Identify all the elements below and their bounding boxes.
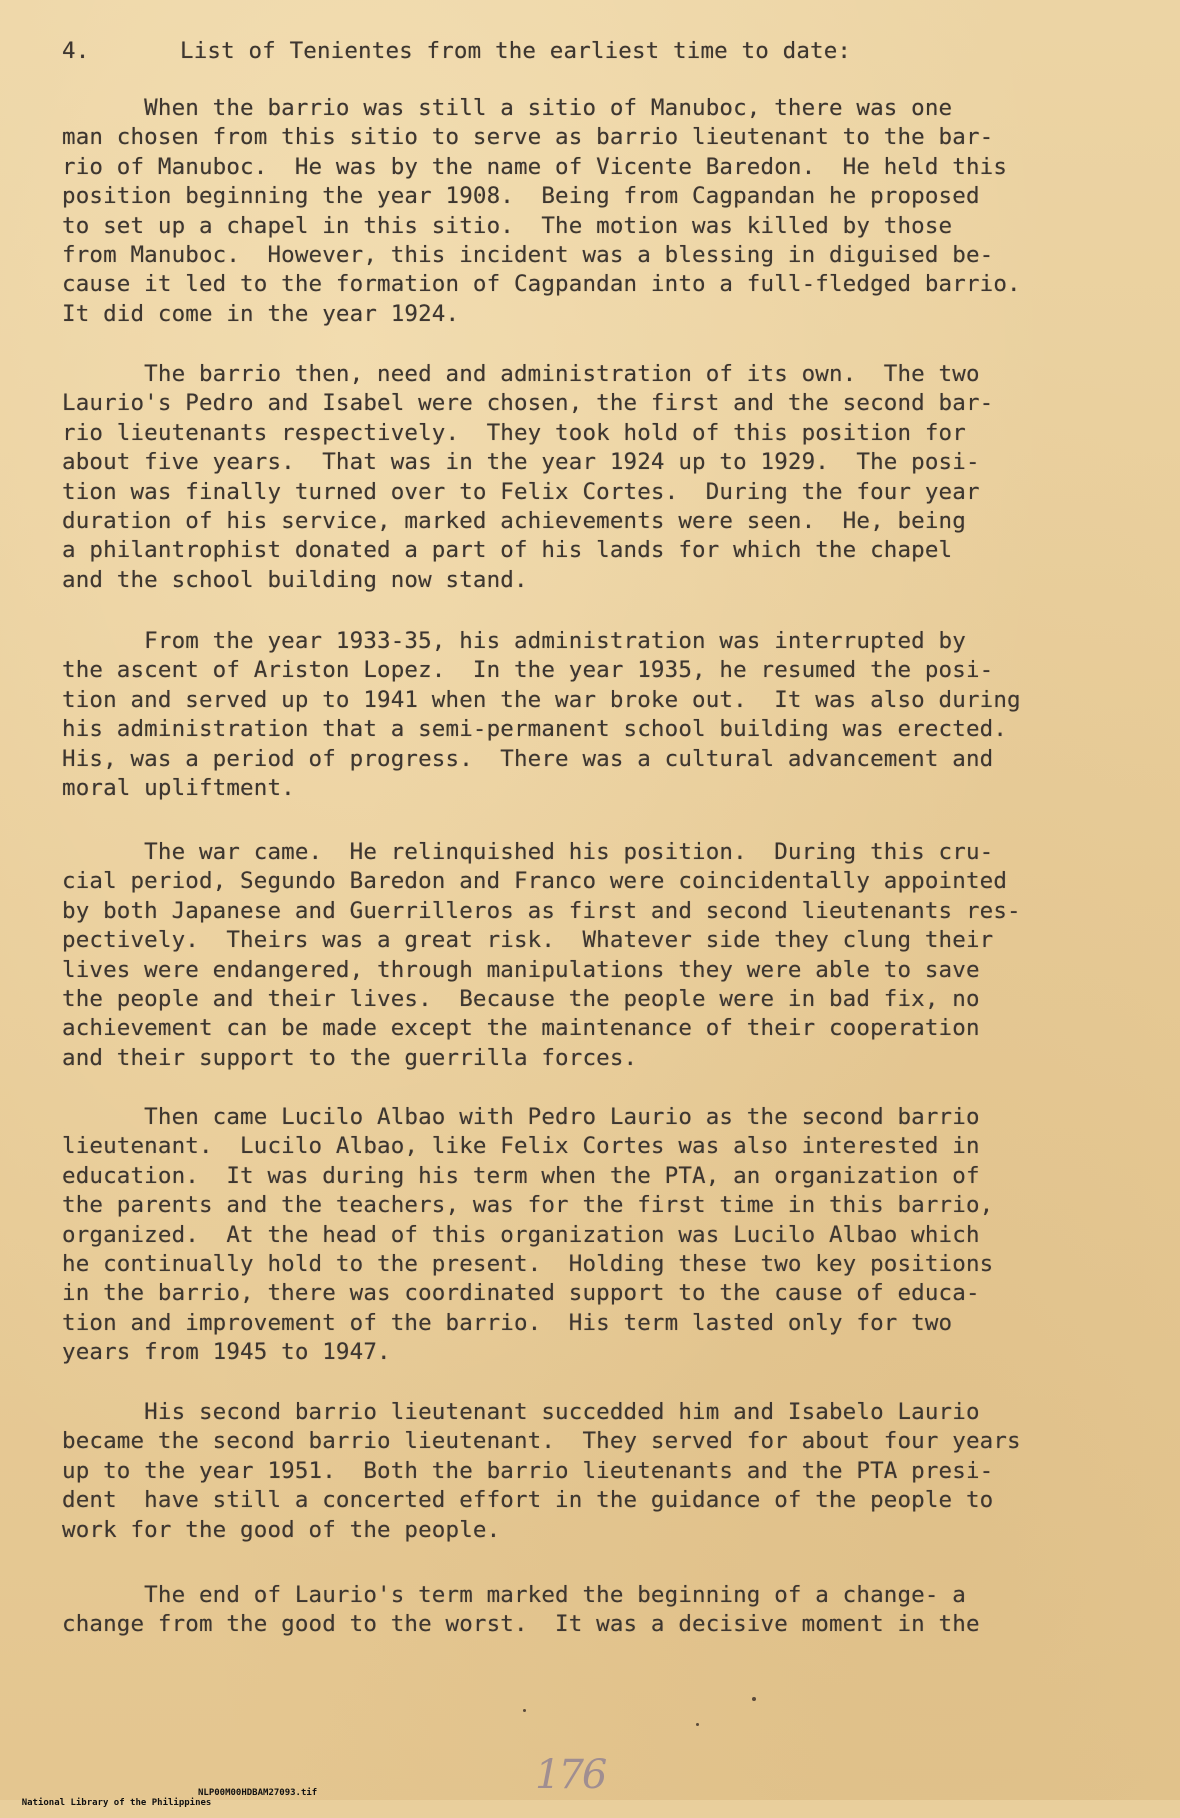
text-line: tion and improvement of the barrio. His term lasted only for two <box>62 1309 953 1336</box>
section-title: List of Tenientes from the earliest time to date: <box>180 38 852 64</box>
text-line: a philantrophist donated a part of his lands for which the chapel <box>62 537 953 564</box>
footer-source: National Library of the Philippines <box>21 1798 212 1808</box>
scan-footer <box>0 1788 318 1818</box>
paragraph <box>62 94 1021 329</box>
text-line: to set up a chapel in this sitio. The motion was killed by those <box>62 212 953 239</box>
text-line: duration of his service, marked achievements were seen. He, being <box>62 507 966 534</box>
text-line: tion was finally turned over to Felix Cortes. During the four year <box>62 478 980 505</box>
ink-speck <box>752 1697 756 1701</box>
text-line: Then came Lucilo Albao with Pedro Laurio as the second barrio <box>62 1104 980 1130</box>
text-line: achievement can be made except the maintenance of their cooperation <box>62 1015 980 1042</box>
text-line: rio lieutenants respectively. They took hold of this position for <box>62 419 966 446</box>
ink-speck <box>696 1723 699 1726</box>
footer-filename: NLP00M00HDBAM27093.tif <box>198 1788 318 1798</box>
text-line: tion and served up to 1941 when the war broke out. It was also during <box>62 686 1021 713</box>
paragraph <box>62 627 1021 803</box>
paragraph <box>62 360 993 595</box>
text-line: from Manuboc. However, this incident was a blessing in diguised be- <box>62 241 994 268</box>
text-line: position beginning the year 1908. Being from Cagpandan he proposed <box>62 183 980 210</box>
text-line: The end of Laurio's term marked the beginning of a change- a <box>62 1582 966 1608</box>
ink-speck <box>523 1709 526 1712</box>
text-line: moral upliftment. <box>62 774 295 801</box>
section-number: 4. <box>62 38 90 64</box>
text-line: organized. At the head of this organization was Lucilo Albao which <box>62 1221 980 1248</box>
text-line: lieutenant. Lucilo Albao, like Felix Cortes was also interested in <box>62 1133 980 1160</box>
text-line: cial period, Segundo Baredon and Franco were coincidentally appointed <box>62 868 1008 895</box>
text-line: From the year 1933-35, his administration was interrupted by <box>62 628 966 654</box>
text-line: and the school building now stand. <box>62 566 528 593</box>
text-line: change from the good to the worst. It was a decisive moment in the <box>62 1611 980 1638</box>
text-line: The war came. He relinquished his position. During this cru- <box>62 839 994 865</box>
text-line: lives were endangered, through manipulations they were able to save <box>62 956 980 983</box>
text-line: by both Japanese and Guerrilleros as first and second lieutenants res- <box>62 897 1021 924</box>
text-line: in the barrio, there was coordinated support to the cause of educa- <box>62 1280 980 1307</box>
text-line: When the barrio was still a sitio of Manuboc, there was one <box>62 95 953 121</box>
paragraph <box>62 1581 980 1640</box>
text-line: the parents and the teachers, was for the first time in this barrio, <box>62 1192 994 1219</box>
text-line: the ascent of Ariston Lopez. In the year 1935, he resumed the posi- <box>62 657 994 684</box>
text-line: became the second barrio lieutenant. They served for about four years <box>62 1428 1021 1455</box>
text-line: about five years. That was in the year 1924 up to 1929. The posi- <box>62 449 980 476</box>
text-line: education. It was during his term when the PTA, an organization of <box>62 1162 980 1189</box>
text-line: he continually hold to the present. Holding these two key positions <box>62 1250 994 1277</box>
text-line: Laurio's Pedro and Isabel were chosen, the first and the second bar- <box>62 390 994 417</box>
text-line: cause it led to the formation of Cagpandan into a full-fledged barrio. <box>62 271 1021 298</box>
text-line: His second barrio lieutenant succedded him and Isabelo Laurio <box>62 1399 980 1425</box>
text-line: His, was a period of progress. There was a cultural advancement and <box>62 745 994 772</box>
text-line: work for the good of the people. <box>62 1516 501 1543</box>
text-line: The barrio then, need and administration of its own. The two <box>62 361 980 387</box>
text-line: and their support to the guerrilla forces. <box>62 1044 638 1071</box>
text-line: up to the year 1951. Both the barrio lieutenants and the PTA presi- <box>62 1457 994 1484</box>
section-heading <box>62 38 851 64</box>
text-line: years from 1945 to 1947. <box>62 1339 391 1366</box>
handwritten-page-number: 176 <box>535 1752 606 1798</box>
text-line: pectively. Theirs was a great risk. Whatever side they clung their <box>62 927 994 954</box>
text-line: dent have still a concerted effort in the guidance of the people to <box>62 1487 994 1514</box>
text-line: It did come in the year 1924. <box>62 300 460 327</box>
paragraph <box>62 838 1021 1073</box>
text-line: man chosen from this sitio to serve as barrio lieutenant to the bar- <box>62 124 994 151</box>
paragraph <box>62 1103 993 1368</box>
text-line: the people and their lives. Because the people were in bad fix, no <box>62 985 980 1012</box>
paragraph <box>62 1398 1021 1545</box>
text-line: rio of Manuboc. He was by the name of Vicente Baredon. He held this <box>62 153 1008 180</box>
text-line: his administration that a semi-permanent school building was erected. <box>62 716 1008 743</box>
